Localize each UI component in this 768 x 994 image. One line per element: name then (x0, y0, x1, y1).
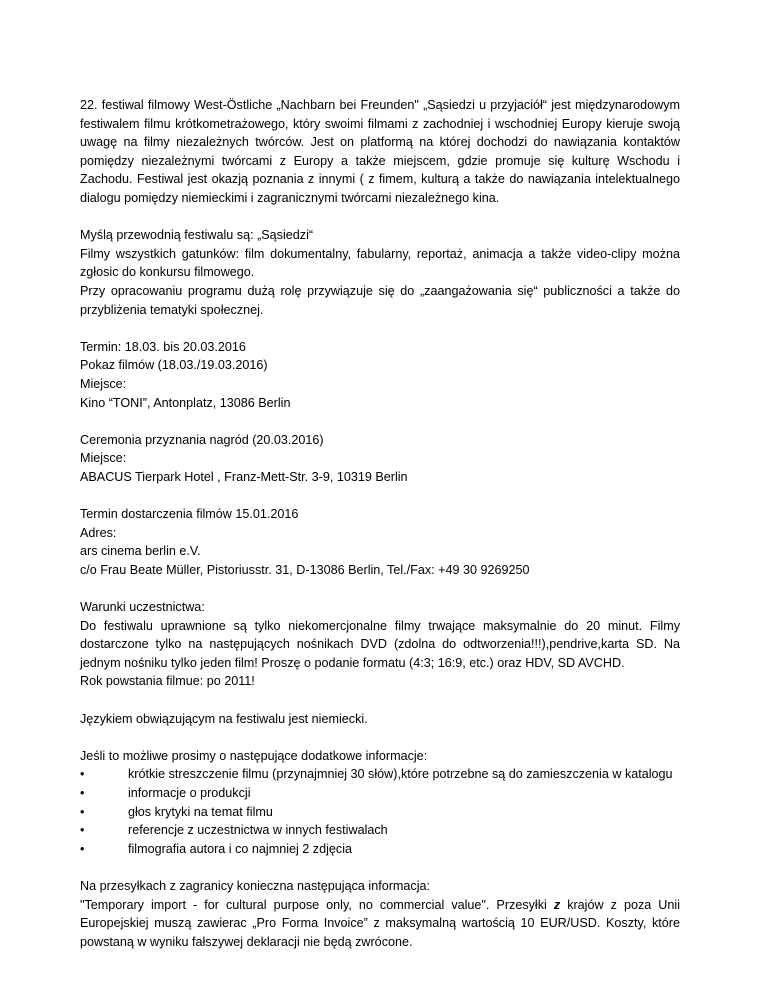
program-line: Przy opracowaniu programu dużą rolę przywiązuje się do „zaangażowania się“ publiczności a także do przybliżenia tematyki społecznej. (80, 283, 680, 317)
screening-place: Kino “TONI”, Antonplatz, 13086 Berlin (80, 395, 291, 410)
list-item: • referencje z uczestnictwa w innych festiwalach (80, 821, 680, 840)
delivery-section (80, 505, 680, 579)
address-label: Adres: (80, 525, 117, 540)
theme-section (80, 226, 680, 319)
language-note: Językiem obwiązującym na festiwalu jest niemiecki. (80, 711, 368, 726)
list-item: • głos krytyki na temat filmu (80, 803, 680, 822)
ceremony-section (80, 431, 680, 487)
bullet-icon: • (80, 767, 85, 782)
dates-section (80, 338, 680, 412)
document-page (80, 96, 680, 970)
theme-line: Myślą przewodnią festiwalu są: „Sąsiedzi“ (80, 228, 314, 243)
additional-info-intro: Jeśli to możliwe prosimy o następujące dodatkowe informacje: (80, 748, 428, 763)
conditions-text: Do festiwalu uprawnione są tylko niekomercjonalne filmy trwające maksymalnie do 20 minut. Filmy dostarczone tylko na następujących nośnikach DVD (zdolna do odtworzenia!!!),pendrive,karta SD. Na jednym nośniku tylko jeden film! Proszę o podanie formatu (4:3; 16:9, etc.) oraz HDV, SD AVCHD. (80, 618, 680, 670)
place-label: Miejsce: (80, 376, 127, 391)
ceremony-place: ABACUS Tierpark Hotel , Franz-Mett-Str. 3-9, 10319 Berlin (80, 469, 408, 484)
additional-info-list (80, 765, 680, 858)
shipping-title: Na przesyłkach z zagranicy konieczna następująca informacja: (80, 878, 430, 893)
list-item: • informacje o produkcji (80, 784, 680, 803)
shipping-section (80, 877, 680, 951)
production-year: Rok powstania filmue: po 2011! (80, 674, 255, 689)
bullet-icon: • (80, 823, 85, 838)
additional-info-section (80, 747, 680, 859)
shipping-text: "Temporary import - for cultural purpose only, no commercial value". Przesyłki z krajów z poza Unii Europejskiej muszą zawierac „Pro Forma Invoice” z maksymalną wartością 10 EUR/USD. Koszty, które powstaną w wyniku fałszywej deklaracji nie będą zwrócone. (80, 897, 680, 949)
postal-address: c/o Frau Beate Müller, Pistoriusstr. 31, D-13086 Berlin, Tel./Fax: +49 30 9269250 (80, 562, 530, 577)
ceremony-title: Ceremonia przyznania nagród (20.03.2016) (80, 432, 324, 447)
genres-line: Filmy wszystkich gatunków: film dokumentalny, fabularny, reportaż, animacja a także video-clipy można zgłosic do konkursu filmowego. (80, 246, 680, 280)
screening-dates: Pokaz filmów (18.03./19.03.2016) (80, 358, 268, 373)
bullet-icon: • (80, 841, 85, 856)
conditions-section (80, 598, 680, 691)
delivery-deadline: Termin dostarczenia filmów 15.01.2016 (80, 507, 299, 522)
intro-paragraph: 22. festiwal filmowy West-Östliche „Nachbarn bei Freunden" „Sąsiedzi u przyjaciół“ jest międzynarodowym festiwalem filmu krótkometrażowego, który swoimi filmami z zachodniej i wschodniej Europy kieruje swoją uwagę na filmy niezależnych twórców. Jest on platformą na której dochodzi do nawiązania kontaktów pomiędzy niezależnymi twórcami z Europy a także miejscem, gdzie promuje się kulturę Wschodu i Zachodu. Festiwal jest okazją poznania z innymi ( z fimem, kulturą a także do nawiązania intelektualnego dialogu pomiędzy niemieckimi i zagranicznymi twórcami niezależnego kina. (80, 98, 680, 205)
organization-name: ars cinema berlin e.V. (80, 544, 201, 559)
list-item: • filmografia autora i co najmniej 2 zdjęcia (80, 840, 680, 859)
conditions-title: Warunki uczestnictwa: (80, 600, 205, 615)
bullet-icon: • (80, 804, 85, 819)
ceremony-place-label: Miejsce: (80, 451, 127, 466)
emphasized-word: z (553, 897, 561, 912)
festival-term: Termin: 18.03. bis 20.03.2016 (80, 339, 246, 354)
list-item: • krótkie streszczenie filmu (przynajmniej 30 słów),które potrzebne są do zamieszczenia w katalogu (80, 765, 680, 784)
bullet-icon: • (80, 785, 85, 800)
